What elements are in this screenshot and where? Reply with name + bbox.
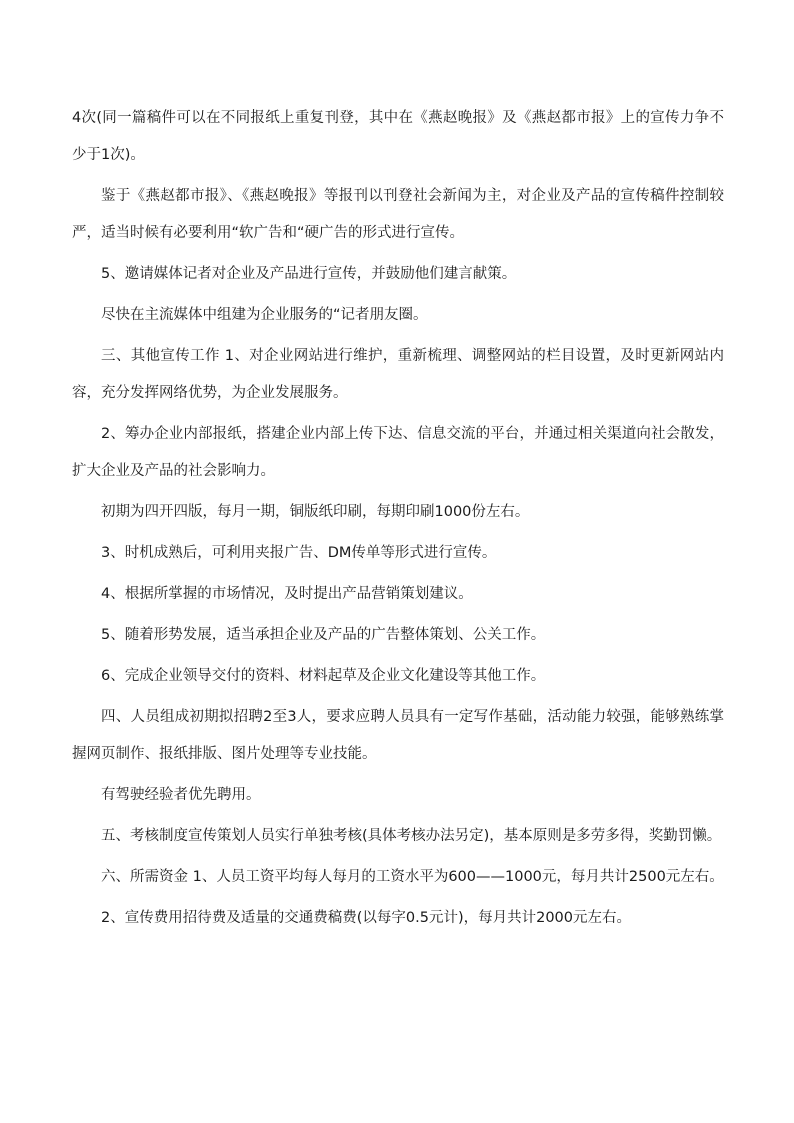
paragraph-7: 初期为四开四版，每月一期，铜版纸印刷，每期印刷1000份左右。 bbox=[101, 504, 530, 520]
paragraph-14: 五、考核制度宣传策划人员实行单独考核(具体考核办法另定)，基本原则是多劳多得，奖勤罚懒。 bbox=[101, 828, 722, 844]
paragraph-10: 5、随着形势发展，适当承担企业及产品的广告整体策划、公关工作。 bbox=[101, 627, 546, 643]
paragraph-3: 5、邀请媒体记者对企业及产品进行宣传，并鼓励他们建言献策。 bbox=[101, 266, 517, 282]
document-body bbox=[72, 100, 724, 941]
paragraph-4: 尽快在主流媒体中组建为企业服务的“记者朋友圈。 bbox=[101, 307, 428, 323]
paragraph-1: 4次(同一篇稿件可以在不同报纸上重复刊登，其中在《燕赵晚报》及《燕赵都市报》上的宣传力争不少于1次)。 bbox=[72, 110, 724, 163]
paragraph-6: 2、筹办企业内部报纸，搭建企业内部上传下达、信息交流的平台，并通过相关渠道向社会散发，扩大企业及产品的社会影响力。 bbox=[72, 426, 724, 479]
paragraph-11: 6、完成企业领导交付的资料、材料起草及企业文化建设等其他工作。 bbox=[101, 668, 546, 684]
paragraph-13: 有驾驶经验者优先聘用。 bbox=[101, 787, 261, 803]
paragraph-9: 4、根据所掌握的市场情况，及时提出产品营销策划建议。 bbox=[101, 586, 473, 602]
paragraph-15: 六、所需资金 1、人员工资平均每人每月的工资水平为600——1000元，每月共计2500元左右。 bbox=[101, 869, 724, 885]
paragraph-5: 三、其他宣传工作 1、对企业网站进行维护，重新梳理、调整网站的栏目设置，及时更新网站内容，充分发挥网络优势，为企业发展服务。 bbox=[72, 348, 724, 401]
paragraph-2: 鉴于《燕赵都市报》、《燕赵晚报》等报刊以刊登社会新闻为主，对企业及产品的宣传稿件控制较严，适当时候有必要利用“软广告和“硬广告的形式进行宣传。 bbox=[72, 188, 724, 241]
paragraph-16: 2、宣传费用招待费及适量的交通费稿费(以每字0.5元计)，每月共计2000元左右。 bbox=[101, 910, 631, 926]
paragraph-12: 四、人员组成初期拟招聘2至3人，要求应聘人员具有一定写作基础，活动能力较强，能够熟练掌握网页制作、报纸排版、图片处理等专业技能。 bbox=[72, 709, 724, 762]
paragraph-8: 3、时机成熟后，可利用夹报广告、DM传单等形式进行宣传。 bbox=[101, 545, 497, 561]
